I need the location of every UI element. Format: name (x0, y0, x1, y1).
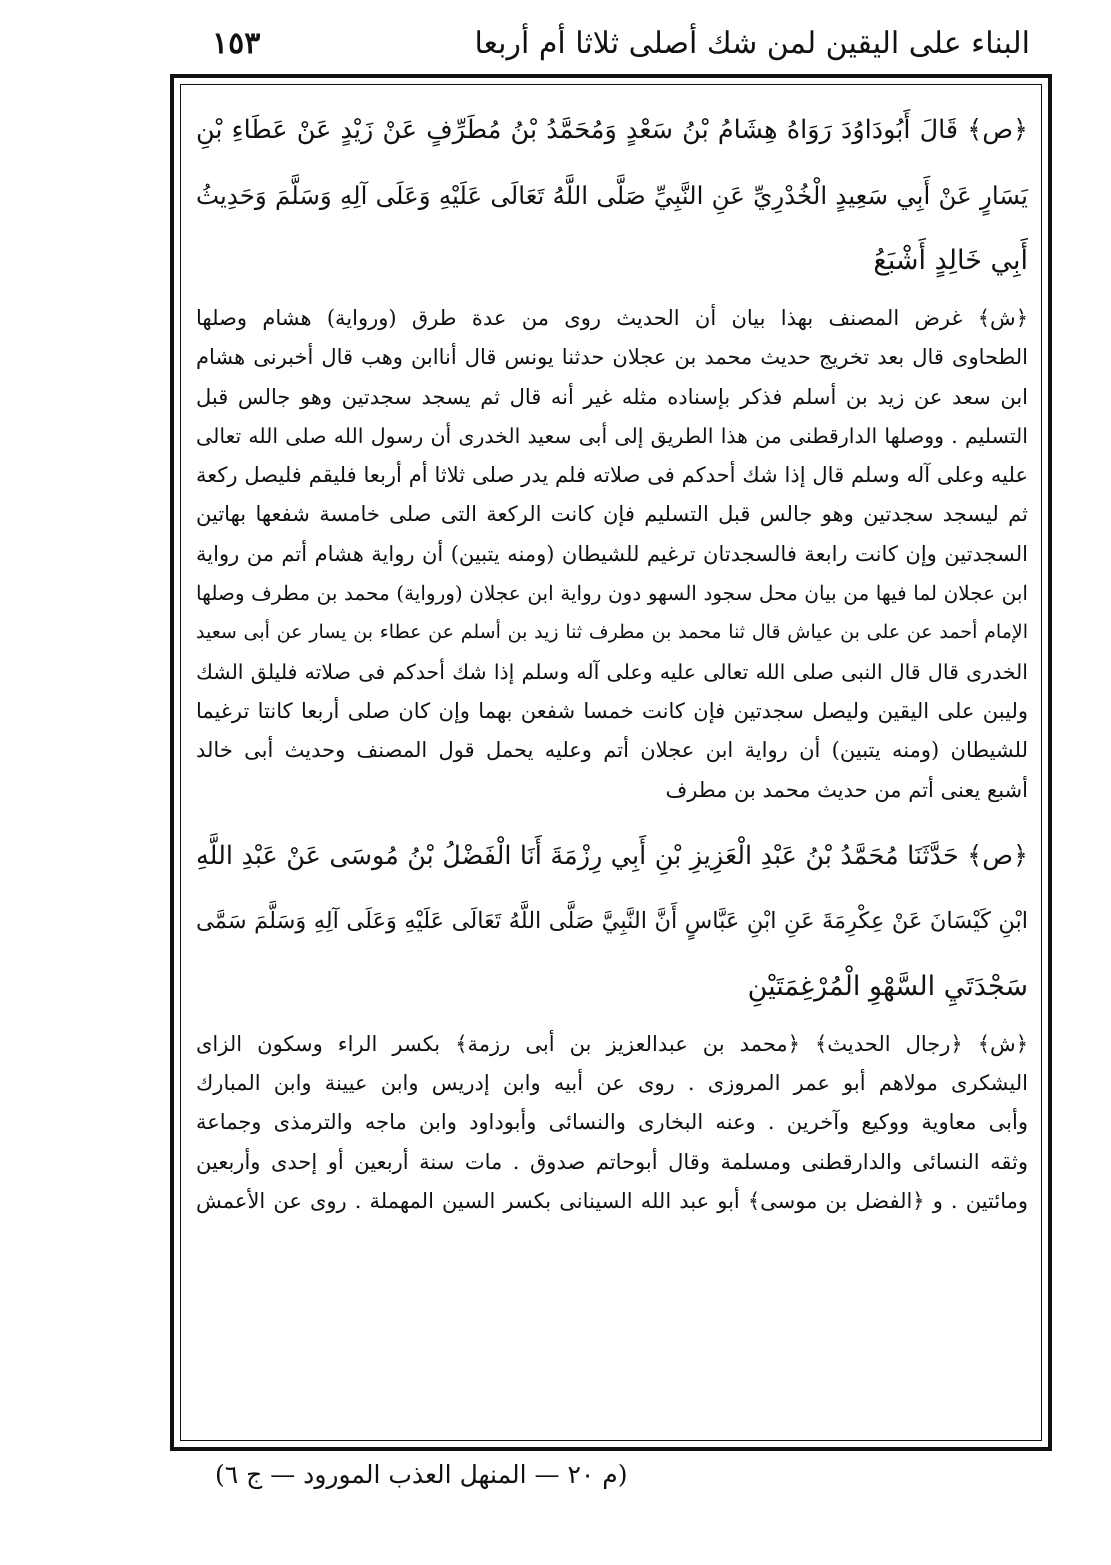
hadith-line: ﴿ص﴾ حَدَّثَنَا مُحَمَّدُ بْنُ عَبْدِ الْعَزِيزِ بْنِ أَبِي رِزْمَةَ أَنَا الْفَضْلُ بْنُ مُوسَى عَنْ عَبْدِ اللَّهِ (196, 840, 1028, 871)
hadith-line: ﴿ص﴾ قَالَ أَبُودَاوُدَ رَوَاهُ هِشَامُ بْنُ سَعْدٍ وَمُحَمَّدُ بْنُ مُطَرِّفٍ عَنْ زَيْدٍ عَنْ عَطَاءِ بْنِ (196, 115, 1028, 145)
commentary-line: التسليم . ووصلها الدارقطنى من هذا الطريق إلى أبى سعيد الخدرى أن رسول الله صلى الله تعالى (196, 423, 1028, 448)
commentary-block (196, 299, 1028, 810)
commentary-line: الخدرى قال قال النبى صلى الله تعالى عليه وعلى آله وسلم إذا شك أحدكم فى صلاته فليلق الشك (196, 659, 1028, 684)
page-footer-signature: (م ٢٠ — المنهل العذب المورود — ج ٦) (215, 1460, 628, 1489)
commentary-line: وليبن على اليقين وليصل سجدتين فإن كانت خمسا شفعن بهما وإن كان صلى أربعا كانتا ترغيما (196, 698, 1028, 723)
commentary-line: ابن سعد عن زيد بن أسلم فذكر بإسناده مثله غير أنه قال ثم يسجد سجدتين وهو جالس قبل (196, 384, 1028, 409)
commentary-line: السجدتين وإن كانت رابعة فالسجدتان ترغيم للشيطان (ومنه يتبين) أن رواية هشام أتم من رواية (196, 541, 1028, 566)
commentary-line: ﴿ش﴾ غرض المصنف بهذا بيان أن الحديث روى من عدة طرق (ورواية) هشام وصلها (196, 306, 1028, 330)
hadith-text-block (196, 824, 1028, 1019)
commentary-line: وأبى معاوية ووكيع وآخرين . وعنه البخارى والنسائى وأبوداود وابن ماجه والترمذى وجماعة (196, 1110, 1028, 1135)
page-number: ١٥٣ (212, 26, 261, 61)
commentary-line: ابن عجلان لما فيها من بيان محل سجود السهو دون رواية ابن عجلان (ورواية) محمد بن مطرف وصلها (196, 581, 1028, 606)
commentary-block (196, 1025, 1028, 1221)
hadith-text-block (196, 98, 1028, 293)
commentary-line: الطحاوى قال بعد تخريج حديث محمد بن عجلان حدثنا يونس قال أناابن وهب قال أخبرنى هشام (196, 345, 1028, 370)
hadith-line: أَبِي خَالِدٍ أَشْبَعُ (873, 245, 1028, 276)
commentary-line: عليه وعلى آله وسلم قال إذا شك أحدكم فى صلاته فلم يدر صلى ثلاثا أم أربعا فليقم فليصل ركعة (196, 463, 1028, 488)
commentary-line: ومائتين . و ﴿الفضل بن موسى﴾ أبو عبد الله السينانى بكسر السين المهملة . روى عن الأعمش (196, 1189, 1028, 1214)
commentary-line: للشيطان (ومنه يتبين) أن رواية ابن عجلان أتم وعليه يحمل قول المصنف وحديث أبى خالد (196, 738, 1028, 763)
running-title: البناء على اليقين لمن شك أصلى ثلاثا أم أربعا (474, 26, 1030, 61)
commentary-line: الإمام أحمد عن على بن عياش قال ثنا محمد بن مطرف ثنا زيد بن أسلم عن عطاء بن يسار عن أبى سعيد (196, 621, 1028, 644)
page-content (196, 98, 1028, 1235)
hadith-line: سَجْدَتَيِ السَّهْوِ الْمُرْغِمَتَيْنِ (747, 970, 1028, 1002)
commentary-line: اليشكرى مولاهم أبو عمر المروزى . روى عن أبيه وابن إدريس وابن عيينة وابن المبارك (196, 1071, 1028, 1096)
commentary-line: أشبع يعنى أتم من حديث محمد بن مطرف (665, 777, 1028, 802)
hadith-line: ابْنِ كَيْسَانَ عَنْ عِكْرِمَةَ عَنِ ابْنِ عَبَّاسٍ أَنَّ النَّبِيَّ صَلَّى اللَّهُ تَعَالَى عَلَيْهِ وَعَلَى آلِهِ وَسَلَّمَ سَمَّى (196, 907, 1028, 934)
hadith-line: يَسَارٍ عَنْ أَبِي سَعِيدٍ الْخُدْرِيِّ عَنِ النَّبِيِّ صَلَّى اللَّهُ تَعَالَى عَلَيْهِ وَعَلَى آلِهِ وَسَلَّمَ وَحَدِيثُ (196, 181, 1028, 210)
commentary-line: ﴿ش﴾ ﴿رجال الحديث﴾ ﴿محمد بن عبدالعزيز بن أبى رزمة﴾ بكسر الراء وسكون الزاى (196, 1031, 1028, 1056)
page-header (170, 22, 1050, 72)
commentary-line: ثم ليسجد سجدتين وهو جالس قبل التسليم فإن كانت الركعة التى صلى خامسة شفعها بهاتين (196, 502, 1028, 527)
commentary-line: وثقه النسائى والدارقطنى ومسلمة وقال أبوحاتم صدوق . مات سنة أربعين أو إحدى وأربعين (196, 1149, 1028, 1174)
